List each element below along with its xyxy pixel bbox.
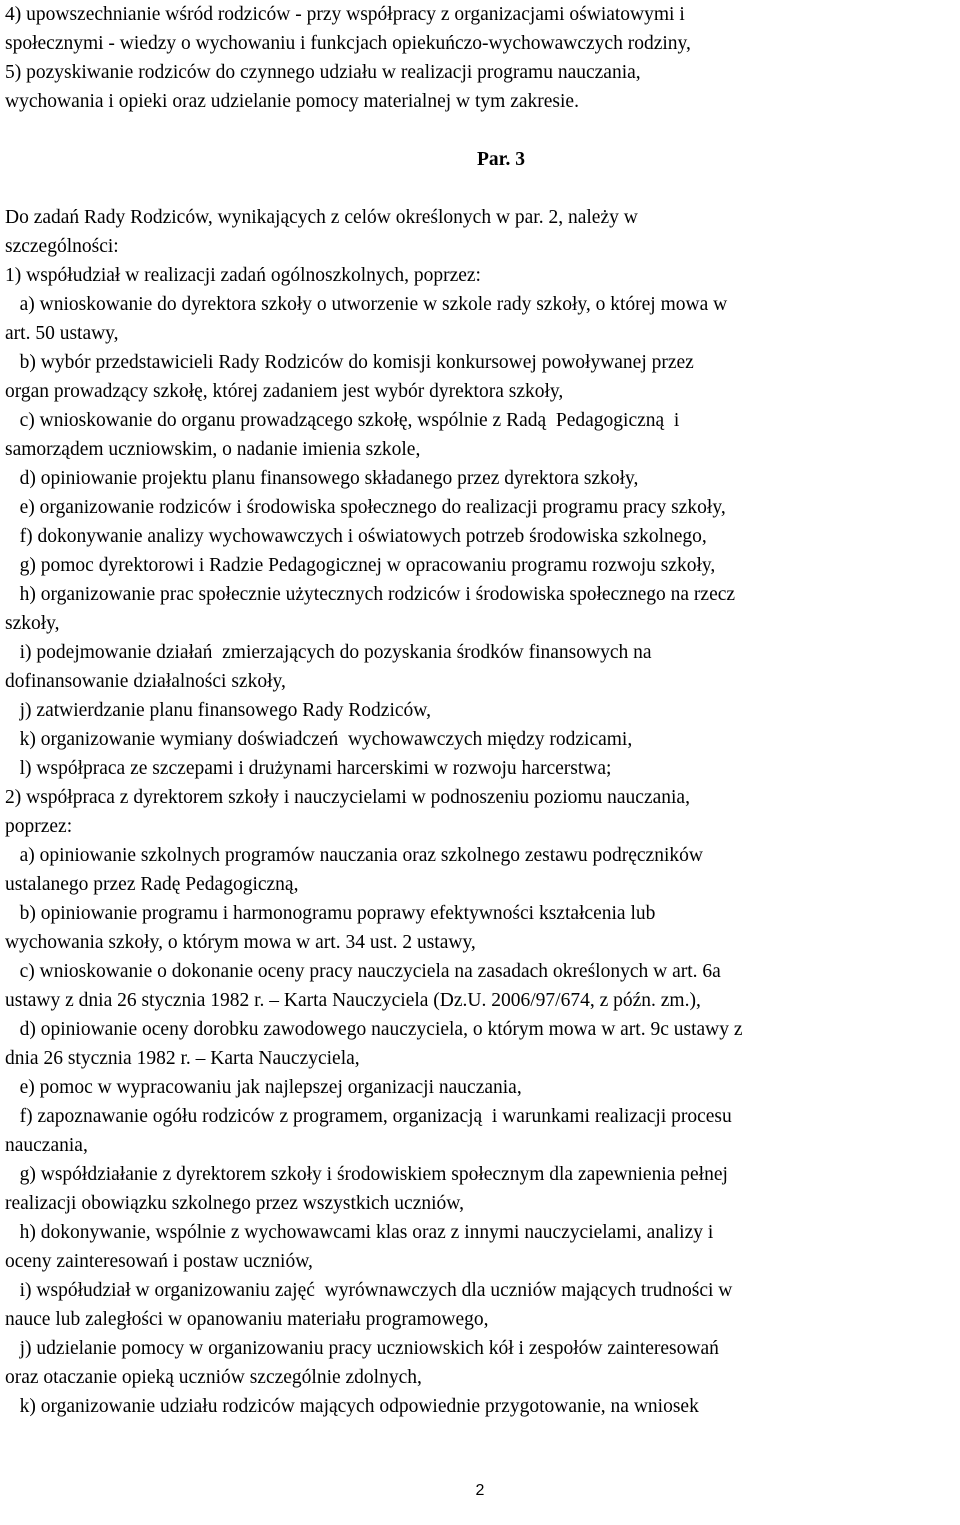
body-line: i) podejmowanie działań zmierzających do pozyskania środków finansowych na — [5, 642, 652, 663]
body-line: szkoły, — [5, 613, 60, 634]
body-line: ustalanego przez Radę Pedagogiczną, — [5, 874, 299, 895]
intro-section — [5, 0, 957, 116]
body-line: a) wnioskowanie do dyrektora szkoły o utworzenie w szkole rady szkoły, o której mowa w — [5, 294, 728, 315]
intro-line: społecznymi - wiedzy o wychowaniu i funkcjach opiekuńczo-wychowawczych rodziny, — [5, 33, 691, 54]
body-line: f) zapoznawanie ogółu rodziców z programem, organizacją i warunkami realizacji procesu — [5, 1106, 732, 1127]
body-line: c) wnioskowanie o dokonanie oceny pracy nauczyciela na zasadach określonych w art. 6a — [5, 961, 721, 982]
body-line: poprzez: — [5, 816, 73, 837]
body-line: wychowania szkoły, o którym mowa w art. 34 ust. 2 ustawy, — [5, 932, 476, 953]
body-line: szczególności: — [5, 236, 119, 257]
document-page — [5, 0, 957, 1421]
body-line: c) wnioskowanie do organu prowadzącego szkołę, wspólnie z Radą Pedagogiczną i — [5, 410, 680, 431]
body-line: e) pomoc w wypracowaniu jak najlepszej organizacji nauczania, — [5, 1077, 522, 1098]
body-line: g) pomoc dyrektorowi i Radzie Pedagogicznej w opracowaniu programu rozwoju szkoły, — [5, 555, 716, 576]
body-line: j) udzielanie pomocy w organizowaniu pracy uczniowskich kół i zespołów zainteresowań — [5, 1338, 719, 1359]
body-line: d) opiniowanie projektu planu finansowego składanego przez dyrektora szkoły, — [5, 468, 639, 489]
body-line: organ prowadzący szkołę, której zadaniem jest wybór dyrektora szkoły, — [5, 381, 564, 402]
body-line: h) organizowanie prac społecznie użytecznych rodziców i środowiska społecznego na rzecz — [5, 584, 736, 605]
section-heading: Par. 3 — [476, 149, 526, 170]
body-line: l) współpraca ze szczepami i drużynami harcerskimi w rozwoju harcerstwa; — [5, 758, 612, 779]
page-number: 2 — [475, 1482, 485, 1499]
body-line: d) opiniowanie oceny dorobku zawodowego nauczyciela, o którym mowa w art. 9c ustawy z — [5, 1019, 743, 1040]
body-line: b) wybór przedstawicieli Rady Rodziców do komisji konkursowej powoływanej przez — [5, 352, 694, 373]
intro-line: wychowania i opieki oraz udzielanie pomocy materialnej w tym zakresie. — [5, 91, 579, 112]
body-line: g) współdziałanie z dyrektorem szkoły i środowiskiem społecznym dla zapewnienia pełnej — [5, 1164, 728, 1185]
body-line: nauczania, — [5, 1135, 88, 1156]
body-line: i) współudział w organizowaniu zajęć wyrównawczych dla uczniów mających trudności w — [5, 1280, 733, 1301]
body-line: h) dokonywanie, wspólnie z wychowawcami klas oraz z innymi nauczycielami, analizy i — [5, 1222, 714, 1243]
body-section — [5, 203, 957, 1421]
body-line: oceny zainteresowań i postaw uczniów, — [5, 1251, 313, 1272]
body-line: 1) współudział w realizacji zadań ogólnoszkolnych, poprzez: — [5, 265, 481, 286]
body-line: 2) współpraca z dyrektorem szkoły i nauczycielami w podnoszeniu poziomu nauczania, — [5, 787, 690, 808]
body-line: f) dokonywanie analizy wychowawczych i oświatowych potrzeb środowiska szkolnego, — [5, 526, 707, 547]
body-line: e) organizowanie rodziców i środowiska społecznego do realizacji programu pracy szkoły, — [5, 497, 726, 518]
body-line: b) opiniowanie programu i harmonogramu poprawy efektywności kształcenia lub — [5, 903, 656, 924]
body-line: ustawy z dnia 26 stycznia 1982 r. – Karta Nauczyciela (Dz.U. 2006/97/674, z późn. zm.), — [5, 990, 701, 1011]
intro-line: 5) pozyskiwanie rodziców do czynnego udziału w realizacji programu nauczania, — [5, 62, 641, 83]
body-line: art. 50 ustawy, — [5, 323, 119, 344]
body-line: k) organizowanie udziału rodziców mających odpowiednie przygotowanie, na wniosek — [5, 1396, 699, 1417]
body-line: a) opiniowanie szkolnych programów nauczania oraz szkolnego zestawu podręczników — [5, 845, 703, 866]
body-line: dofinansowanie działalności szkoły, — [5, 671, 286, 692]
body-line: samorządem uczniowskim, o nadanie imienia szkole, — [5, 439, 421, 460]
body-line: oraz otaczanie opieką uczniów szczególnie zdolnych, — [5, 1367, 422, 1388]
body-line: dnia 26 stycznia 1982 r. – Karta Nauczyciela, — [5, 1048, 360, 1069]
intro-line: 4) upowszechnianie wśród rodziców - przy współpracy z organizacjami oświatowymi i — [5, 4, 685, 25]
body-line: realizacji obowiązku szkolnego przez wszystkich uczniów, — [5, 1193, 464, 1214]
body-line: Do zadań Rady Rodziców, wynikających z celów określonych w par. 2, należy w — [5, 207, 638, 228]
body-line: j) zatwierdzanie planu finansowego Rady Rodziców, — [5, 700, 431, 721]
body-line: k) organizowanie wymiany doświadczeń wychowawczych między rodzicami, — [5, 729, 633, 750]
body-line: nauce lub zaległości w opanowaniu materiału programowego, — [5, 1309, 489, 1330]
